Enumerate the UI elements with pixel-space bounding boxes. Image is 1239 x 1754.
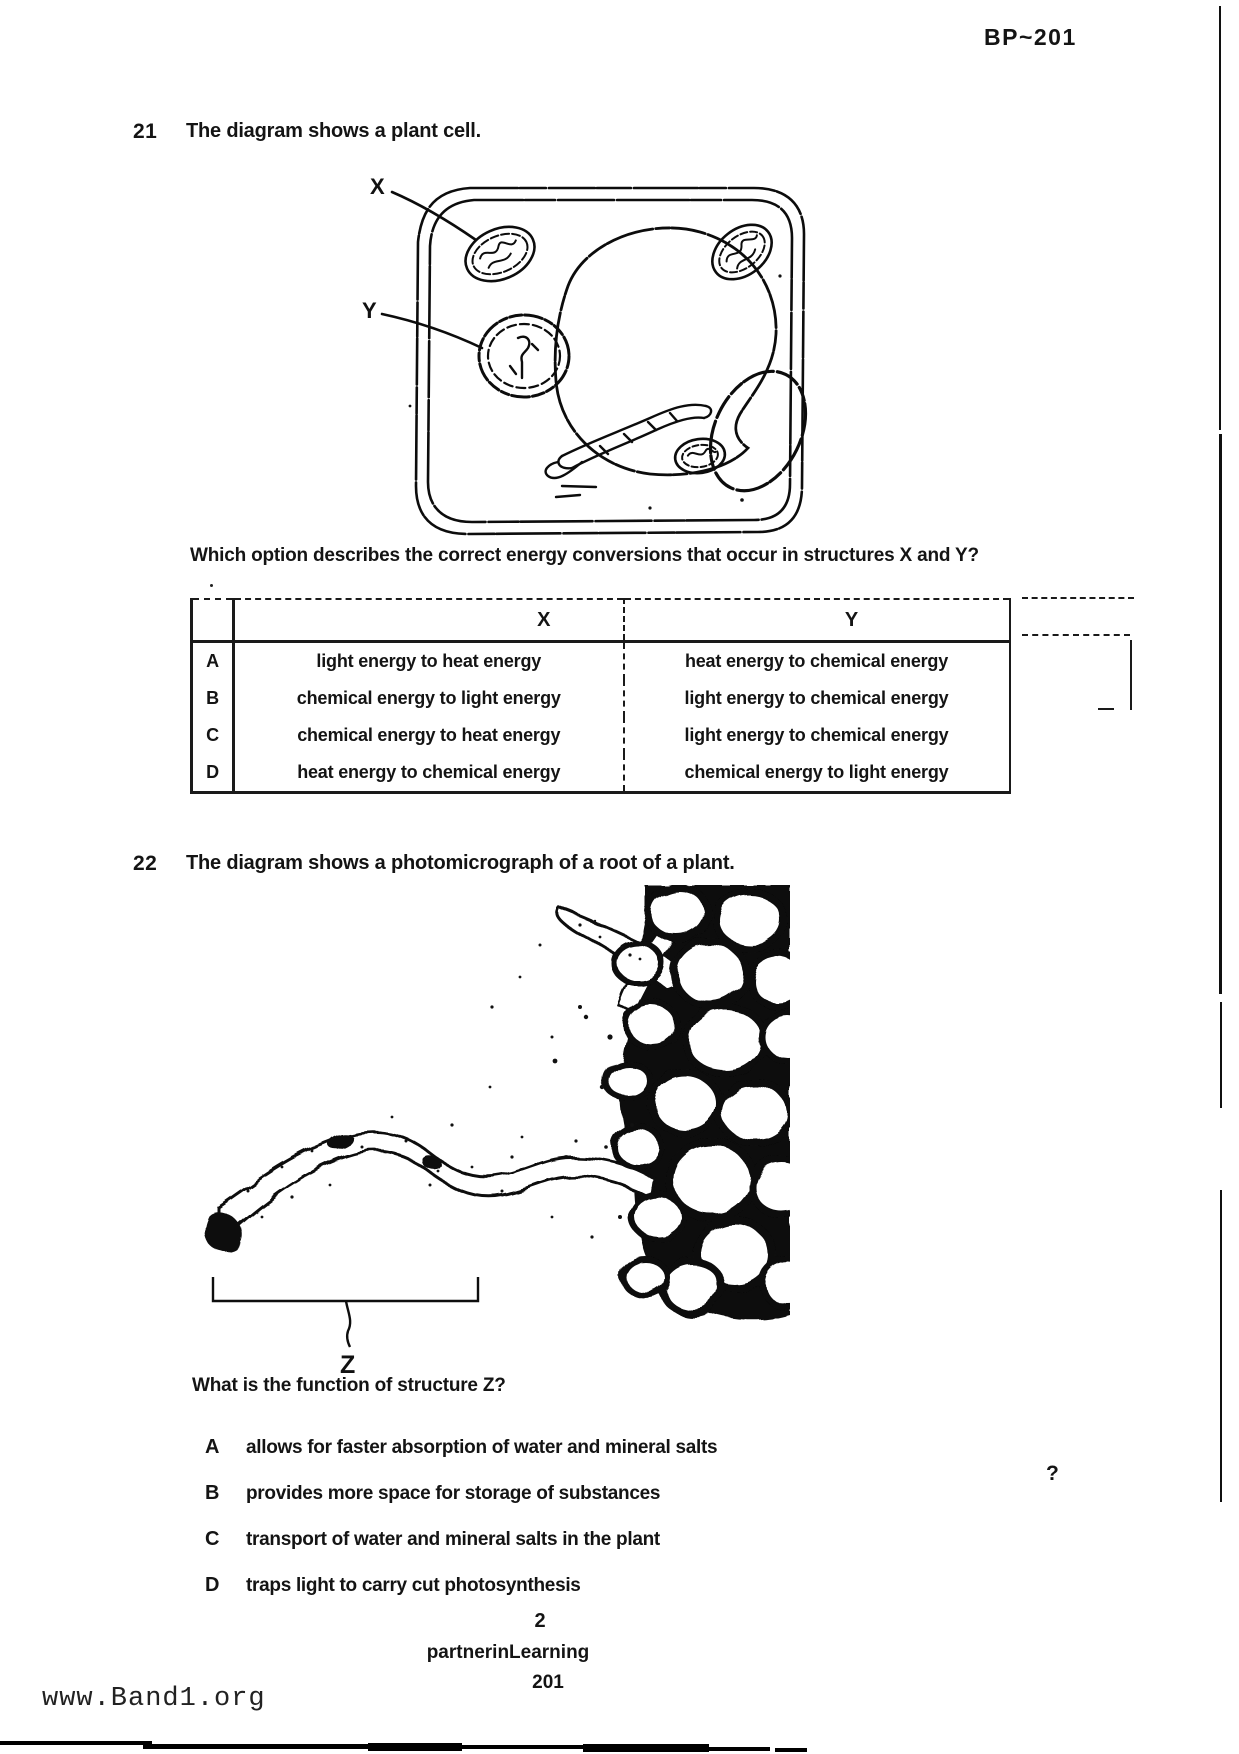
page-bottom-edge xyxy=(456,1745,586,1749)
cell-y-value: light energy to chemical energy xyxy=(684,725,949,745)
option-a-text: allows for faster absorption of water and mineral salts xyxy=(246,1437,718,1458)
cell-x-value: light energy to heat energy xyxy=(234,642,624,681)
label-z: Z xyxy=(340,1351,356,1379)
page-bottom-edge xyxy=(583,1744,709,1752)
cell-y-value: chemical energy to light energy xyxy=(684,762,949,782)
table-header-row xyxy=(192,599,1010,642)
question-21-stem: The diagram shows a plant cell. xyxy=(186,120,481,142)
page-bottom-edge xyxy=(706,1747,770,1751)
option-letter: A xyxy=(192,642,234,681)
page-bottom-edge xyxy=(0,1741,152,1745)
label-y: Y xyxy=(362,298,377,323)
right-margin-rule xyxy=(1219,6,1221,430)
option-d-letter: D xyxy=(205,1574,220,1596)
option-b-letter: B xyxy=(205,1482,220,1504)
label-x: X xyxy=(370,174,385,199)
footer-page-number: 2 xyxy=(534,1610,546,1632)
column-header-x: X xyxy=(537,608,551,631)
footer-brand-number: 201 xyxy=(532,1672,564,1693)
column-header-y: Y xyxy=(844,608,859,631)
right-margin-rule xyxy=(1220,1190,1222,1502)
root-hair-long xyxy=(204,1130,655,1251)
cell-membrane-outline xyxy=(428,200,792,522)
cell-y-value: light energy to chemical energy xyxy=(684,688,949,708)
z-brace xyxy=(213,1277,478,1347)
cell-x-value: heat energy to chemical energy xyxy=(234,754,624,793)
question-21-number: 21 xyxy=(133,120,158,143)
energy-conversion-table xyxy=(190,598,1011,794)
table-row xyxy=(192,642,1010,681)
page-bottom-edge xyxy=(143,1744,375,1749)
structure-x-mitochondrion xyxy=(457,217,543,292)
vacuole-outline xyxy=(555,228,776,475)
question-22-text: What is the function of structure Z? xyxy=(192,1375,506,1396)
plant-cell-diagram xyxy=(350,156,820,548)
footer-brand: partnerinLearning xyxy=(426,1642,590,1663)
table-row xyxy=(192,680,1010,717)
option-letter: B xyxy=(192,680,234,717)
option-b-text: provides more space for storage of substances xyxy=(246,1483,661,1504)
option-letter: C xyxy=(192,717,234,754)
table-border-artifact xyxy=(1022,597,1134,599)
page-bottom-edge xyxy=(775,1748,807,1752)
option-a-letter: A xyxy=(205,1436,220,1458)
root-photomicrograph xyxy=(190,885,790,1385)
scan-speckles xyxy=(247,920,642,1239)
option-d-text: traps light to carry cut photosynthesis xyxy=(246,1575,581,1596)
scan-mark: ? xyxy=(1046,1462,1059,1485)
cell-x-value: chemical energy to light energy xyxy=(234,680,624,717)
table-row xyxy=(192,754,1010,793)
label-y-leader-line xyxy=(382,314,482,348)
right-margin-rule xyxy=(1220,1002,1222,1108)
option-c-text: transport of water and mineral salts in the plant xyxy=(246,1529,660,1550)
table-border-artifact xyxy=(1022,634,1130,636)
table-border-artifact xyxy=(1098,708,1114,710)
cell-x-value: chemical energy to heat energy xyxy=(234,717,624,754)
table-border-artifact xyxy=(1130,640,1132,710)
question-22-stem: The diagram shows a photomicrograph of a root of a plant. xyxy=(186,852,735,874)
watermark-url: www.Band1.org xyxy=(42,1684,266,1714)
ink-dot-artifact xyxy=(210,584,213,587)
page-bottom-edge xyxy=(368,1743,462,1751)
question-21-text: Which option describes the correct energy conversions that occur in structures X and Y? xyxy=(190,545,979,566)
label-x-leader-line xyxy=(392,192,476,240)
page-header-code: BP~201 xyxy=(984,24,1077,50)
right-margin-rule xyxy=(1219,434,1222,994)
mitochondrion-top-right xyxy=(702,214,782,291)
cell-y-value: heat energy to chemical energy xyxy=(684,651,949,671)
question-22-number: 22 xyxy=(133,852,158,875)
table-row xyxy=(192,717,1010,754)
option-c-letter: C xyxy=(205,1528,220,1550)
scan-speckles xyxy=(409,274,782,509)
mitochondrion-bottom xyxy=(673,436,727,477)
option-letter: D xyxy=(192,754,234,793)
